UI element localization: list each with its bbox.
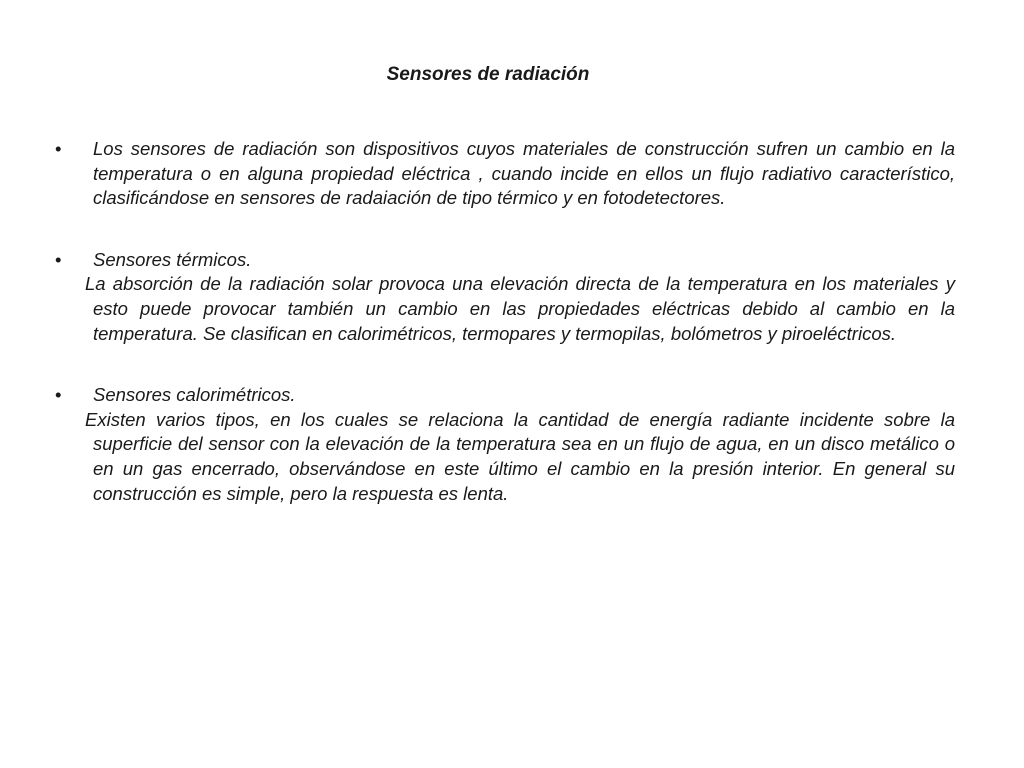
slide-title: Sensores de radiación <box>386 64 590 85</box>
bullet-marker: • <box>55 384 62 406</box>
calorimetric-heading: Sensores calorimétricos. <box>93 384 296 406</box>
thermal-paragraph: La absorción de la radiación solar provoca una elevación directa de la temperatura en los materiales y esto puede provocar también un cambio en las propiedades eléctricas debido al cambio en la temperatura. Se clasifican en calorimétricos, termopares y termopilas, bolómetros y piroeléctricos. <box>85 273 955 344</box>
thermal-heading: Sensores térmicos. <box>93 248 252 270</box>
bullet-marker: • <box>55 138 62 159</box>
bullet-item-thermal <box>55 248 955 273</box>
bullet-item-intro <box>55 137 955 211</box>
calorimetric-paragraph: Existen varios tipos, en los cuales se relaciona la cantidad de energía radiante incidente sobre la superficie del sensor con la elevación de la temperatura sea en un flujo de agua, en un disco metálico o en un gas encerrado, observándose en este último el cambio en la presión interior. En general su construcción es simple, pero la respuesta es lenta. <box>85 408 955 504</box>
bullet-item-calorimetric <box>55 383 955 408</box>
slide-content <box>55 137 955 506</box>
bullet-marker: • <box>55 248 62 270</box>
intro-text: Los sensores de radiación son dispositivos cuyos materiales de construcción sufren un cambio en la temperatura o en alguna propiedad eléctrica , cuando incide en ellos un flujo radiativo característico, clasificándose en sensores de radaiación de tipo térmico y en fotodetectores. <box>93 138 955 209</box>
